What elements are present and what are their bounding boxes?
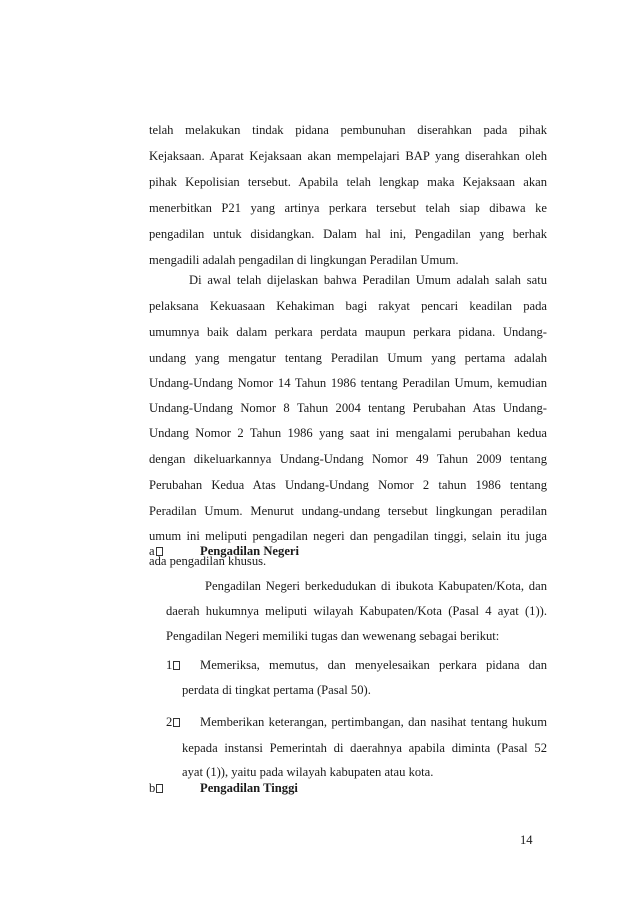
para2-line: umum ini meliputi pengadilan negeri dan pengadilan tinggi, selain itu juga	[149, 529, 547, 543]
para1-line: telah melakukan tindak pidana pembunuhan diserahkan pada pihak	[149, 123, 547, 137]
item1-number: 1	[166, 658, 173, 672]
section-b-heading: Pengadilan Tinggi	[200, 781, 298, 795]
missing-glyph-icon	[156, 784, 163, 793]
item1-line: Memeriksa, memutus, dan menyelesaikan perkara pidana dan	[200, 658, 547, 672]
item2-number: 2	[166, 715, 173, 729]
section-a-heading: Pengadilan Negeri	[200, 544, 299, 558]
missing-glyph-icon	[173, 718, 180, 727]
para3-line: Pengadilan Negeri berkedudukan di ibukota Kabupaten/Kota, dan	[205, 579, 547, 593]
para1-line: pengadilan untuk disidangkan. Dalam hal ini, Pengadilan yang berhak	[149, 227, 547, 241]
item2-line: Memberikan keterangan, pertimbangan, dan nasihat tentang hukum	[200, 715, 547, 729]
section-b-marker	[149, 780, 163, 796]
missing-glyph-icon	[156, 547, 163, 556]
item2-marker	[166, 714, 180, 730]
item2-line: ayat (1)), yaitu pada wilayah kabupaten atau kota.	[182, 765, 434, 779]
section-a-letter: a	[149, 544, 155, 558]
para3-line: daerah hukumnya meliputi wilayah Kabupaten/Kota (Pasal 4 ayat (1)).	[166, 604, 547, 618]
page-number: 14	[520, 833, 533, 847]
para2-line: Undang Nomor 2 Tahun 1986 yang saat ini mengalami perubahan kedua	[149, 426, 547, 440]
para2-line: dengan dikeluarkannya Undang-Undang Nomor 49 Tahun 2009 tentang	[149, 452, 547, 466]
para2-line: ada pengadilan khusus.	[149, 554, 267, 568]
para2-line: undang yang mengatur tentang Peradilan Umum yang pertama adalah	[149, 351, 547, 365]
item2-line: kepada instansi Pemerintah di daerahnya apabila diminta (Pasal 52	[182, 741, 547, 755]
para1-line: menerbitkan P21 yang artinya perkara tersebut telah siap dibawa ke	[149, 201, 547, 215]
missing-glyph-icon	[173, 661, 180, 670]
para3-line: Pengadilan Negeri memiliki tugas dan wewenang sebagai berikut:	[166, 629, 500, 643]
para2-line: umumnya baik dalam perkara perdata maupun perkara pidana. Undang-	[149, 325, 547, 339]
para2-line: Di awal telah dijelaskan bahwa Peradilan Umum adalah salah satu	[189, 273, 547, 287]
para1-line: Kejaksaan. Aparat Kejaksaan akan mempelajari BAP yang diserahkan oleh	[149, 149, 547, 163]
para1-line: mengadili adalah pengadilan di lingkungan Peradilan Umum.	[149, 253, 459, 267]
para2-line: Perubahan Kedua Atas Undang-Undang Nomor 2 tahun 1986 tentang	[149, 478, 547, 492]
section-b-letter: b	[149, 781, 156, 795]
para1-line: pihak Kepolisian tersebut. Apabila telah lengkap maka Kejaksaan akan	[149, 175, 547, 189]
para2-line: Undang-Undang Nomor 14 Tahun 1986 tentang Peradilan Umum, kemudian	[149, 376, 547, 390]
para2-line: Peradilan Umum. Menurut undang-undang tersebut lingkungan peradilan	[149, 504, 547, 518]
para2-line: pelaksana Kekuasaan Kehakiman bagi rakyat pencari keadilan pada	[149, 299, 547, 313]
section-a-marker	[149, 543, 163, 559]
para2-line: Undang-Undang Nomor 8 Tahun 2004 tentang Perubahan Atas Undang-	[149, 401, 547, 415]
item1-marker	[166, 657, 180, 673]
item1-line: perdata di tingkat pertama (Pasal 50).	[182, 683, 371, 697]
